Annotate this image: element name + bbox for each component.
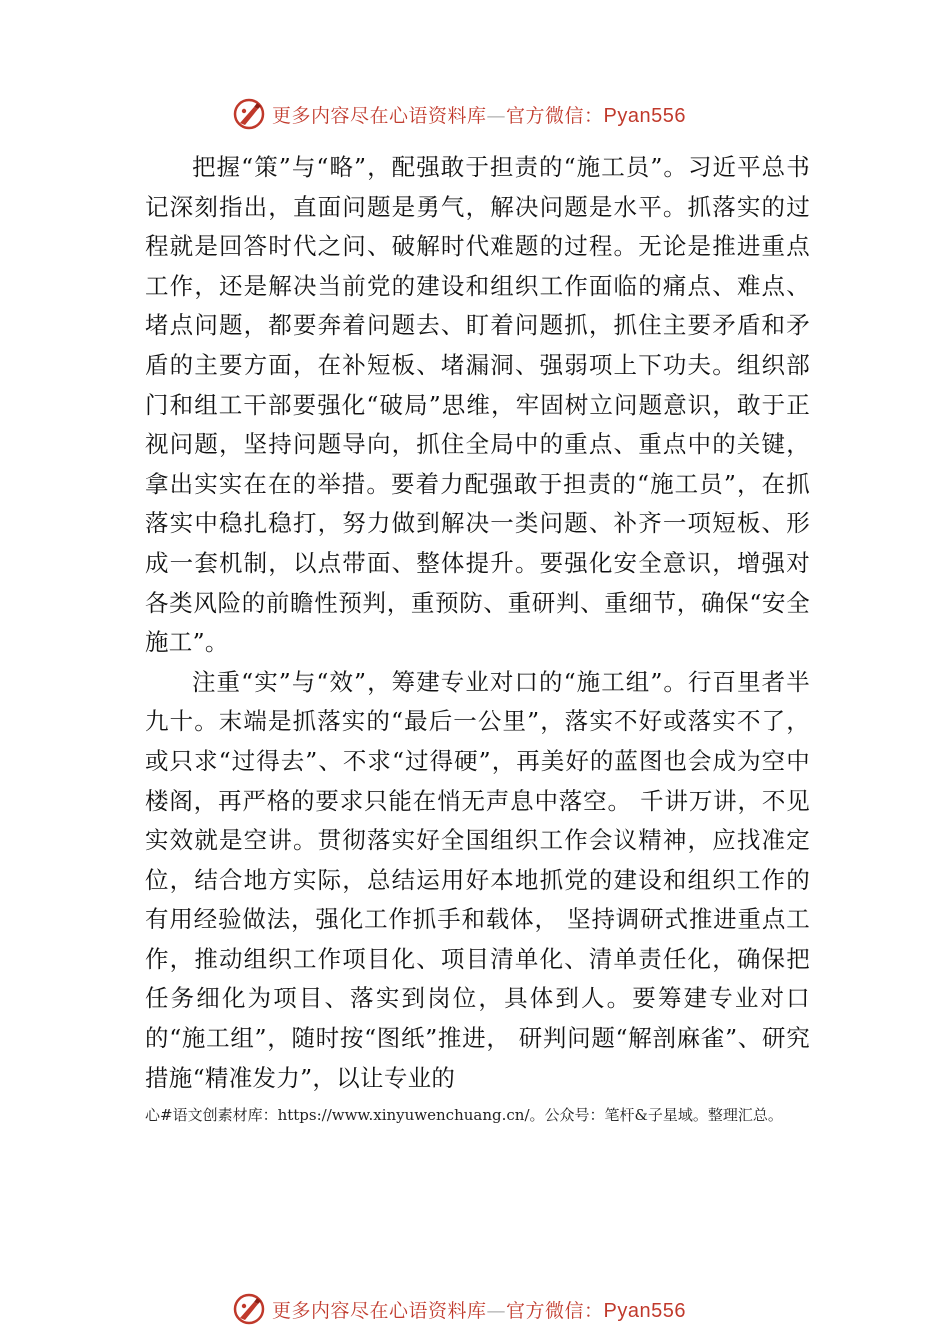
footer-dash: — (486, 1299, 507, 1322)
footer-brand: 更多内容尽在心语资料库 (272, 1299, 487, 1322)
footer-banner (232, 1292, 686, 1326)
header-text (272, 101, 686, 128)
header-brand: 更多内容尽在心语资料库 (272, 104, 487, 127)
footer-text (272, 1296, 686, 1323)
header-banner (232, 97, 686, 131)
pen-logo-icon (232, 97, 266, 131)
document-body (145, 148, 810, 1098)
source-note: 心#语文创素材库：https://www.xinyuwenchuang.cn/。公众号：笔杆&子星域。整理汇总。 (145, 1106, 783, 1124)
header-account: Pyan556 (603, 104, 686, 127)
footer-account: Pyan556 (603, 1299, 686, 1322)
paragraph-2: 注重“实”与“效”，筹建专业对口的“施工组”。行百里者半九十。末端是抓落实的“最后一公里”，落实不好或落实不了，或只求“过得去”、不求“过得硬”，再美好的蓝图也会成为空中楼阁，再严格的要求只能在悄无声息中落空。 千讲万讲，不见实效就是空讲。贯彻落实好全国组织工作会议精神，应找准定位，结合地方实际，总结运用好本地抓党的建设和组织工作的有用经验做法，强化工作抓手和载体， 坚持调研式推进重点工作，推动组织工作项目化、项目清单化、清单责任化，确保把任务细化为项目、落实到岗位，具体到人。要筹建专业对口的“施工组”，随时按“图纸”推进， 研判问题“解剖麻雀”、研究措施“精准发力”，以让专业的 (145, 667, 810, 1092)
header-dash: — (486, 104, 507, 127)
pen-logo-icon (232, 1292, 266, 1326)
header-wechat-label: 官方微信： (506, 104, 604, 127)
paragraph-1: 把握“策”与“略”，配强敢于担责的“施工员”。习近平总书记深刻指出，直面问题是勇气，解决问题是水平。抓落实的过程就是回答时代之问、破解时代难题的过程。无论是推进重点工作，还是解决当前党的建设和组织工作面临的痛点、难点、堵点问题，都要奔着问题去、盯着问题抓，抓住主要矛盾和矛盾的主要方面，在补短板、堵漏洞、强弱项上下功夫。组织部门和组工干部要强化“破局”思维，牢固树立问题意识，敢于正视问题，坚持问题导向，抓住全局中的重点、重点中的关键，拿出实实在在的举措。要着力配强敢于担责的“施工员”，在抓落实中稳扎稳打，努力做到解决一类问题、补齐一项短板、形成一套机制，以点带面、整体提升。要强化安全意识，增强对各类风险的前瞻性预判，重预防、重研判、重细节，确保“安全施工”。 (145, 153, 810, 657)
footer-wechat-label: 官方微信： (506, 1299, 604, 1322)
